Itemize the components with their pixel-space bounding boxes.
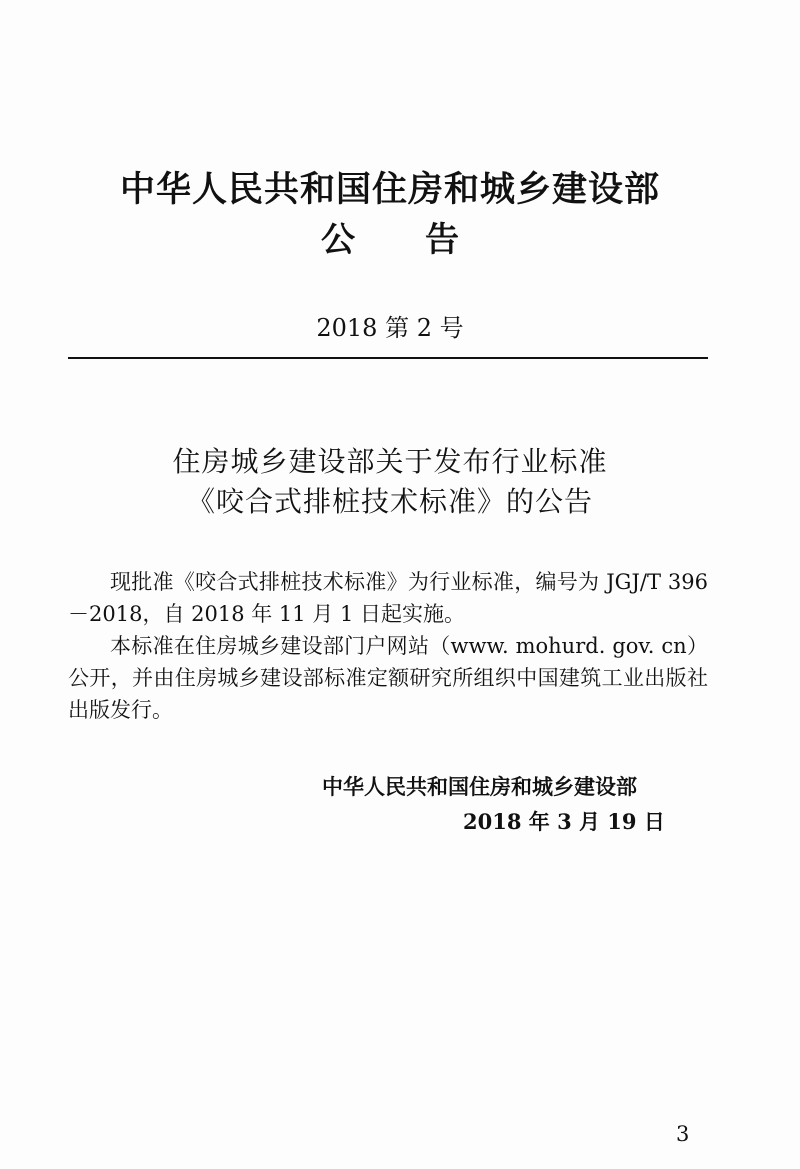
issuer-heading: 中华人民共和国住房和城乡建设部 xyxy=(119,170,660,210)
body-paragraph-approval: 现批准《咬合式排桩技术标准》为行业标准，编号为 JGJ/T 396－2018，自 2018 年 11 月 1 日起实施。 xyxy=(68,570,708,626)
notice-title-line-2: 《咬合式排桩技术标准》的公告 xyxy=(186,485,593,518)
document-number: 2018 第 2 号 xyxy=(316,314,464,342)
signature-date: 2018 年 3 月 19 日 xyxy=(463,809,665,834)
document-type-heading: 公告 xyxy=(321,220,529,260)
body-paragraph-publication: 本标准在住房城乡建设部门户网站（www. mohurd. gov. cn）公开，并由住房城乡建设部标准定额研究所组织中国建筑工业出版社出版发行。 xyxy=(68,634,708,722)
signature-organization: 中华人民共和国住房和城乡建设部 xyxy=(322,775,637,799)
page-number: 3 xyxy=(676,1122,690,1146)
header-divider xyxy=(68,357,708,359)
notice-title-line-1: 住房城乡建设部关于发布行业标准 xyxy=(172,445,608,478)
